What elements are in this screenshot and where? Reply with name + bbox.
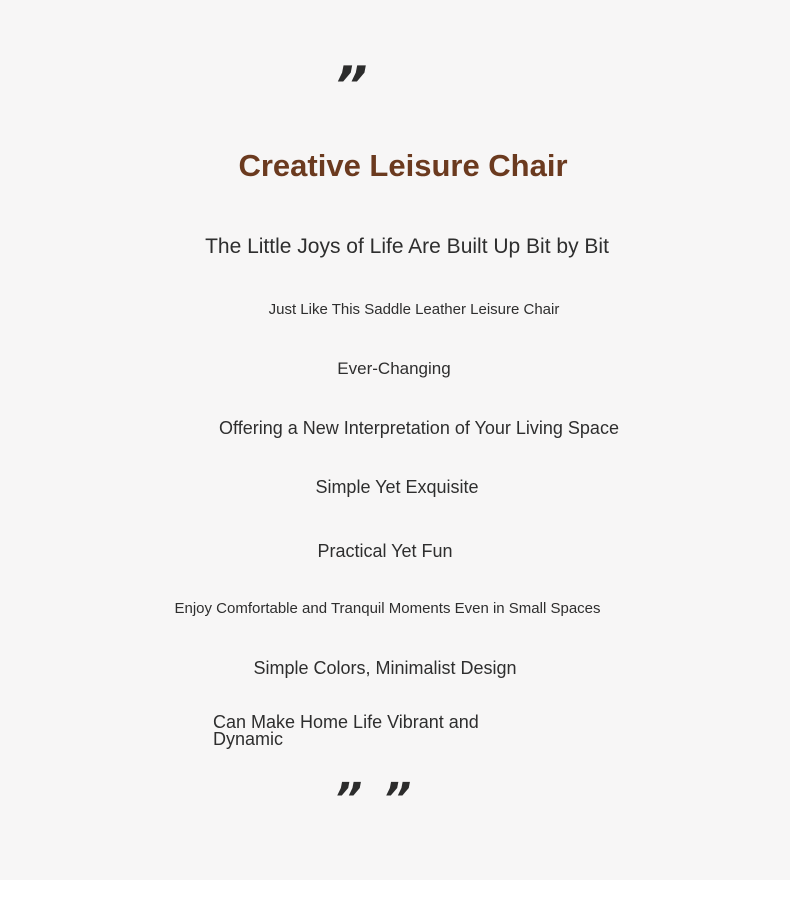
tagline-line-5: Simple Yet Exquisite xyxy=(315,477,479,497)
open-quote-icon: ” xyxy=(334,56,366,116)
tagline-line-8: Simple Colors, Minimalist Design xyxy=(253,658,517,678)
tagline-line-1: The Little Joys of Life Are Built Up Bit by Bit xyxy=(205,235,609,258)
bottom-strip xyxy=(0,880,790,897)
tagline-line-2: Just Like This Saddle Leather Leisure Chair xyxy=(268,301,560,318)
tagline-line-4: Offering a New Interpretation of Your Living Space xyxy=(219,418,619,438)
close-quote-left-icon: ” xyxy=(334,774,363,825)
tagline-line-7: Enjoy Comfortable and Tranquil Moments Even in Small Spaces xyxy=(174,600,601,617)
tagline-line-6: Practical Yet Fun xyxy=(317,541,453,561)
page-title: Creative Leisure Chair xyxy=(238,148,568,183)
tagline-line-9: Can Make Home Life Vibrant and Dynamic xyxy=(213,712,479,749)
tagline-line-3: Ever-Changing xyxy=(337,359,451,378)
close-quote-right-icon: ” xyxy=(383,774,412,825)
